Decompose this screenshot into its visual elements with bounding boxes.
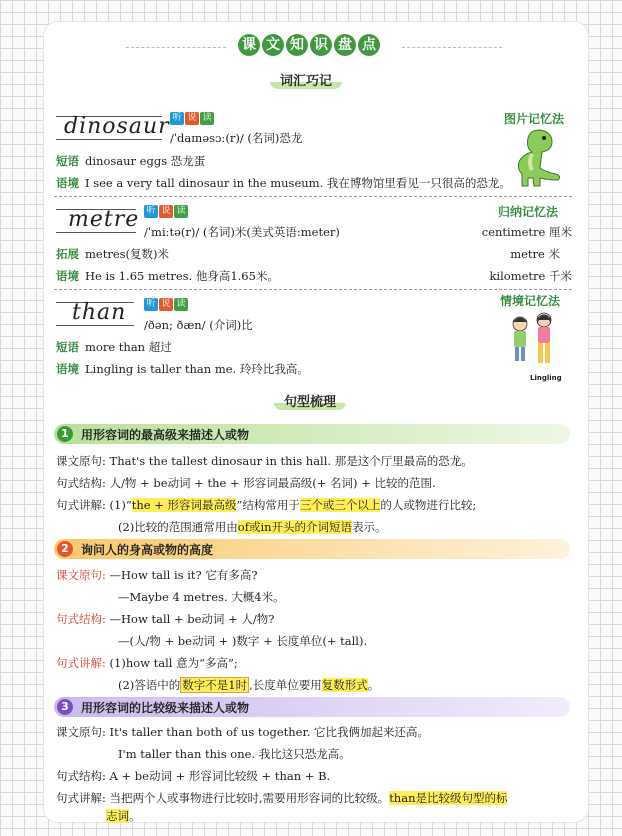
section-number: 3 xyxy=(57,699,73,715)
title-char: 课 xyxy=(238,34,260,56)
section-title: 用形容词的比较级来描述人或物 xyxy=(81,700,250,715)
row-label: 课文原句: xyxy=(56,568,106,582)
text: 句式讲解: 当把两个人或事物进行比较时,需要用形容词的比较级。 xyxy=(56,791,390,805)
row-label: 短语 xyxy=(56,340,79,354)
text: 。 xyxy=(367,678,380,692)
text: 句式讲解: (1)“ xyxy=(56,498,132,512)
pattern-header-wrap xyxy=(274,391,346,410)
text: (2)答语中的 xyxy=(118,678,181,692)
word-context-row xyxy=(56,268,279,284)
highlight: of或in开头的介词短语 xyxy=(237,520,353,534)
s2-structure xyxy=(56,611,274,627)
s3-explain-2 xyxy=(106,808,141,824)
row-text: more than 超过 xyxy=(85,340,172,354)
s1-explain-1 xyxy=(56,497,476,513)
text: —How tall is it? 它有多高? xyxy=(109,568,258,582)
dinosaur-illustration xyxy=(506,128,566,190)
row-label: 句式讲解: xyxy=(56,656,106,670)
word-phrase-row xyxy=(56,153,205,169)
skill-badges xyxy=(144,298,189,311)
s1-original: 课文原句: That's the tallest dinosaur in this hall. 那是这个厅里最高的恐龙。 xyxy=(56,454,473,468)
row-label: 语境 xyxy=(56,362,79,376)
side-note: centimetre 厘米 xyxy=(481,225,572,239)
s2-explain-1 xyxy=(56,655,238,671)
s2-original xyxy=(56,567,258,583)
badge-read: 读 xyxy=(174,298,188,311)
section-number: 1 xyxy=(57,426,73,442)
word-than: than xyxy=(72,300,127,325)
badge-listen: 听 xyxy=(170,112,184,125)
lingling-caption: Lingling xyxy=(530,374,562,382)
row-text: Lingling is taller than me. 玲玲比我高。 xyxy=(85,362,309,376)
pattern-header: 句型梳理 xyxy=(274,395,346,410)
title-char: 点 xyxy=(358,34,380,56)
title-char: 识 xyxy=(310,34,332,56)
word-pron: /ˈdaɪnəsɔː(r)/ (名词)恐龙 xyxy=(170,131,303,145)
badge-speak: 说 xyxy=(159,205,173,218)
text: 的人或物进行比较; xyxy=(380,498,477,512)
text: ,长度单位要用 xyxy=(249,678,322,692)
row-label: 语境 xyxy=(56,269,79,283)
badge-speak: 说 xyxy=(185,112,199,125)
title-dash-right xyxy=(402,47,502,48)
side-note: kilometre 千米 xyxy=(489,269,572,283)
word-pron: /ðən; ðæn/ (介词)比 xyxy=(144,318,253,332)
s3-explain-1 xyxy=(56,790,507,806)
title-char: 知 xyxy=(286,34,308,56)
s3-original: 课文原句: It's taller than both of us together. 它比我俩加起来还高。 xyxy=(56,725,430,739)
divider xyxy=(54,196,572,197)
vocab-header: 词汇巧记 xyxy=(270,74,342,89)
text: ”结构常用于 xyxy=(236,498,300,512)
section-2-header xyxy=(54,539,570,559)
word-metre: metre xyxy=(68,207,140,232)
vocab-header-wrap xyxy=(270,70,342,89)
side-note: metre 米 xyxy=(510,247,560,261)
skill-badges xyxy=(170,112,215,125)
s1-explain-2 xyxy=(118,519,387,535)
highlight: than是比较级句型的标 xyxy=(389,791,508,805)
highlight: 志词 xyxy=(106,809,129,823)
row-label: 短语 xyxy=(56,154,79,168)
skill-badges xyxy=(144,205,189,218)
s2-structure-answer: —(人/物 + be动词 + )数字 + 长度单位(+ tall). xyxy=(118,634,368,648)
word-dinosaur: dinosaur xyxy=(64,114,170,139)
row-text: I see a very tall dinosaur in the museum. 我在博物馆里看见一只很高的恐龙。 xyxy=(85,176,511,190)
badge-listen: 听 xyxy=(144,205,158,218)
text: (1)how tall 意为“多高”; xyxy=(109,656,238,670)
word-context-row xyxy=(56,175,511,191)
row-text: He is 1.65 metres. 他身高1.65米。 xyxy=(85,269,279,283)
title-char: 文 xyxy=(262,34,284,56)
method-tag: 情境记忆法 xyxy=(500,294,561,308)
section-1-header xyxy=(54,424,570,444)
row-label: 语境 xyxy=(56,176,79,190)
row-text: dinosaur eggs 恐龙蛋 xyxy=(85,154,206,168)
section-title: 询问人的身高或物的高度 xyxy=(81,542,214,557)
title-dash-left xyxy=(126,47,226,48)
text: (2)比较的范围通常用由 xyxy=(118,520,238,534)
badge-read: 读 xyxy=(174,205,188,218)
badge-speak: 说 xyxy=(159,298,173,311)
text: 。 xyxy=(129,809,141,823)
highlight: 复数形式 xyxy=(321,678,368,692)
badge-read: 读 xyxy=(200,112,214,125)
s1-structure: 句式结构: 人/物 + be动词 + the + 形容词最高级(+ 名词) + 比较的范围. xyxy=(56,476,436,490)
word-pron: /ˈmiːtə(r)/ (名词)米(美式英语:meter) xyxy=(144,225,340,239)
section-title: 用形容词的最高级来描述人或物 xyxy=(81,427,250,442)
title-char: 盘 xyxy=(334,34,356,56)
s2-original-answer: —Maybe 4 metres. 大概4米。 xyxy=(118,590,285,604)
divider xyxy=(54,289,572,290)
text: —How tall + be动词 + 人/物? xyxy=(109,612,275,626)
page-title xyxy=(238,34,382,60)
section-3-header xyxy=(54,697,570,717)
row-text: metres(复数)米 xyxy=(85,247,170,261)
row-label: 拓展 xyxy=(56,247,79,261)
children-illustration xyxy=(506,310,562,376)
highlight: 三个或三个以上 xyxy=(299,498,381,512)
method-tag: 归纳记忆法 xyxy=(498,205,559,219)
method-tag: 图片记忆法 xyxy=(504,112,565,126)
text: 表示。 xyxy=(352,520,387,534)
row-label: 句式结构: xyxy=(56,612,106,626)
s3-structure: 句式结构: A + be动词 + 形容词比较级 + than + B. xyxy=(56,769,331,783)
highlight: the + 形容词最高级 xyxy=(131,498,237,512)
word-phrase-row xyxy=(56,339,172,355)
badge-listen: 听 xyxy=(144,298,158,311)
s3-original-2: I'm taller than this one. 我比这只恐龙高。 xyxy=(118,747,351,761)
word-context-row xyxy=(56,361,309,377)
section-number: 2 xyxy=(57,541,73,557)
s2-explain-2 xyxy=(118,677,379,693)
word-extend-row xyxy=(56,246,169,262)
highlight: 数字不是1时 xyxy=(182,678,248,692)
